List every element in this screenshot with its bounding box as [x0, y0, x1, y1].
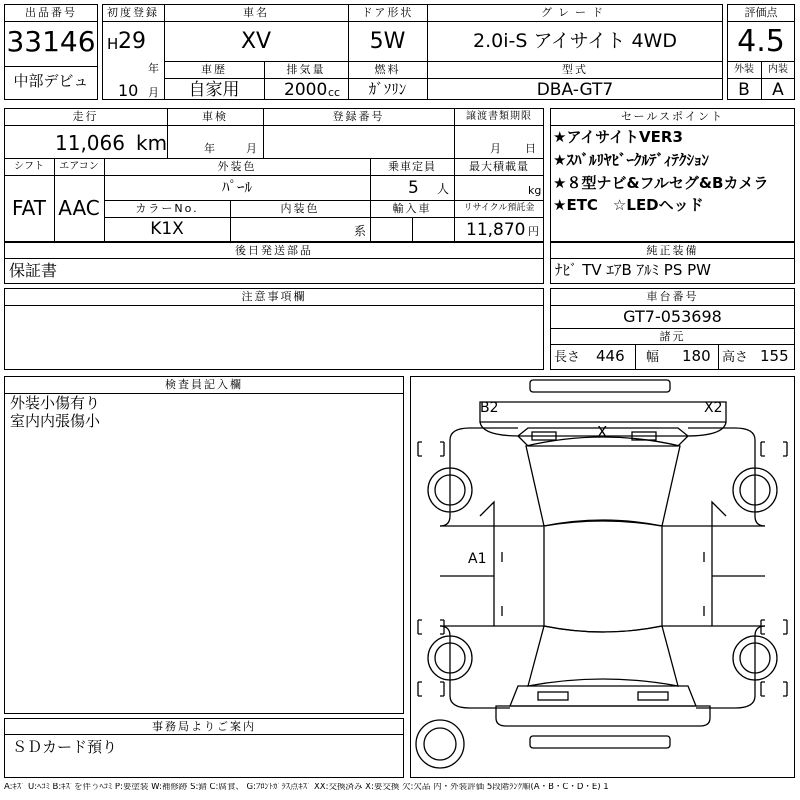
inspection-label: 車検	[202, 110, 228, 123]
damage-mark-x: X	[597, 423, 608, 441]
first-reg-era: H	[107, 35, 119, 53]
exterior-score: B	[738, 80, 750, 100]
later-parts-label: 後日発送部品	[235, 244, 313, 257]
notes-label: 注意事項欄	[241, 290, 307, 303]
width-value: 180	[682, 347, 711, 365]
import-label: 輸入車	[392, 202, 432, 215]
history-value: 自家用	[188, 80, 240, 100]
inspection-year-unit: 年	[204, 142, 215, 155]
fuel-value: ｶﾞｿﾘﾝ	[368, 80, 407, 98]
later-parts-value: 保証書	[9, 261, 58, 280]
front-bumper-part	[530, 380, 670, 392]
car-name-label: 車名	[243, 6, 269, 19]
first-reg-month: 10	[118, 81, 139, 100]
dims-label: 諸元	[659, 330, 686, 343]
interior-score: A	[772, 80, 784, 100]
reg-no-label: 登録番号	[332, 110, 385, 123]
shift-label: シフト	[14, 161, 44, 172]
office-value: ＳＤカード預り	[12, 738, 118, 756]
score-value: 4.5	[737, 24, 785, 59]
inspector-line-2: 室内内張傷小	[10, 412, 101, 430]
mileage-value: 11,066	[55, 131, 125, 155]
transfer-deadline-label: 譲渡書類期限	[466, 111, 532, 122]
equipment-label: 純正装備	[646, 244, 699, 257]
sales-point-1: ★アイサイトVER3	[553, 128, 683, 146]
history-label: 車歴	[201, 63, 227, 76]
sales-point-4: ★ETC ☆LEDヘッド	[553, 196, 704, 214]
max-load-unit: kg	[528, 184, 542, 197]
legend-text: A:ｷｽﾞ U:ﾍｺﾐ B:ｷｽﾞを伴うﾍｺﾐ P:要塗装 W:補修跡 S:錆 C:腐食、 G:ﾌﾛﾝﾄｶﾞﾗｽ点ｷｽﾞ XX:交換済み X:要交換 欠:欠品 内・外装評価 5段階ﾗﾝｸ順(A・B・C・D・E) 1	[4, 783, 609, 792]
damage-mark-x2: X2	[704, 400, 723, 416]
displacement-unit: cc	[328, 86, 341, 99]
lot-number: 33146	[6, 25, 96, 58]
recycle-unit: 円	[528, 225, 539, 238]
inspection-month-unit: 月	[246, 142, 257, 155]
car-name-value: XV	[240, 29, 272, 54]
damage-mark-b2: B2	[480, 400, 499, 416]
shift-value: FAT	[11, 196, 46, 220]
damage-mark-a1: A1	[468, 551, 487, 567]
transfer-day-unit: 日	[525, 142, 536, 155]
recycle-label: リサイクル預託金	[463, 203, 535, 213]
sales-point-2: ★ｽﾊﾞﾙﾘﾔﾋﾞｰｸﾙﾃﾞｨﾃｸｼｮﾝ	[553, 151, 709, 169]
door-label: ドア形状	[361, 6, 414, 19]
width-label: 幅	[646, 350, 660, 365]
inspector-line-1: 外装小傷有り	[10, 394, 101, 412]
capacity-unit: 人	[437, 182, 450, 196]
rear-bumper-part	[538, 692, 568, 700]
fuel-label: 燃料	[374, 63, 401, 76]
color-no-value: K1X	[150, 219, 184, 239]
office-label: 事務局よりご案内	[152, 720, 256, 733]
model-code-label: 型式	[562, 63, 588, 76]
model-code-value: DBA-GT7	[536, 80, 614, 100]
first-reg-month-unit: 月	[148, 86, 159, 99]
sales-points-label: セールスポイント	[620, 110, 724, 123]
mileage-unit: km	[136, 131, 168, 155]
aircon-label: エアコン	[59, 161, 99, 172]
displacement-label: 排気量	[286, 63, 326, 76]
ext-color-value: ﾊﾟｰﾙ	[221, 178, 252, 196]
score-label: 評価点	[744, 6, 778, 19]
equipment-value: ﾅﾋﾞ TV ｴｱB ｱﾙﾐ PS PW	[555, 261, 711, 279]
height-label: 高さ	[722, 350, 749, 365]
grade-label: グレード	[541, 6, 609, 19]
door-value: 5W	[369, 29, 406, 54]
first-reg-year: 29	[118, 29, 146, 54]
inspector-label: 検査員記入欄	[165, 378, 243, 391]
chassis-value: GT7-053698	[623, 307, 722, 326]
length-label: 長さ	[554, 350, 581, 365]
debut-label: 中部デビュ	[13, 72, 89, 90]
chassis-label: 車台番号	[646, 290, 699, 303]
spare-wheel	[416, 720, 464, 768]
int-color-label: 内装色	[280, 202, 320, 215]
ext-color-label: 外装色	[217, 160, 257, 173]
int-color-unit: 系	[354, 224, 367, 238]
sales-point-3: ★８型ナビ&フルセグ&Bカメラ	[553, 174, 769, 192]
color-no-label: カラーNo.	[135, 202, 199, 215]
first-reg-year-unit: 年	[148, 62, 159, 75]
aircon-value: AAC	[58, 196, 100, 220]
height-value: 155	[760, 347, 789, 365]
capacity-label: 乗車定員	[388, 160, 436, 173]
grade-value: 2.0i-S アイサイト 4WD	[473, 30, 677, 52]
recycle-value: 11,870	[466, 220, 526, 240]
max-load-label: 最大積載量	[469, 160, 529, 173]
lot-label: 出品番号	[25, 6, 77, 19]
first-reg-label: 初度登録	[107, 6, 159, 19]
transfer-month-unit: 月	[490, 142, 501, 155]
mileage-label: 走行	[72, 110, 99, 123]
capacity-value: 5	[408, 178, 419, 198]
exterior-label: 外装	[734, 64, 754, 75]
displacement-value: 2000	[284, 80, 328, 100]
interior-label: 内装	[768, 64, 788, 75]
length-value: 446	[596, 347, 625, 365]
